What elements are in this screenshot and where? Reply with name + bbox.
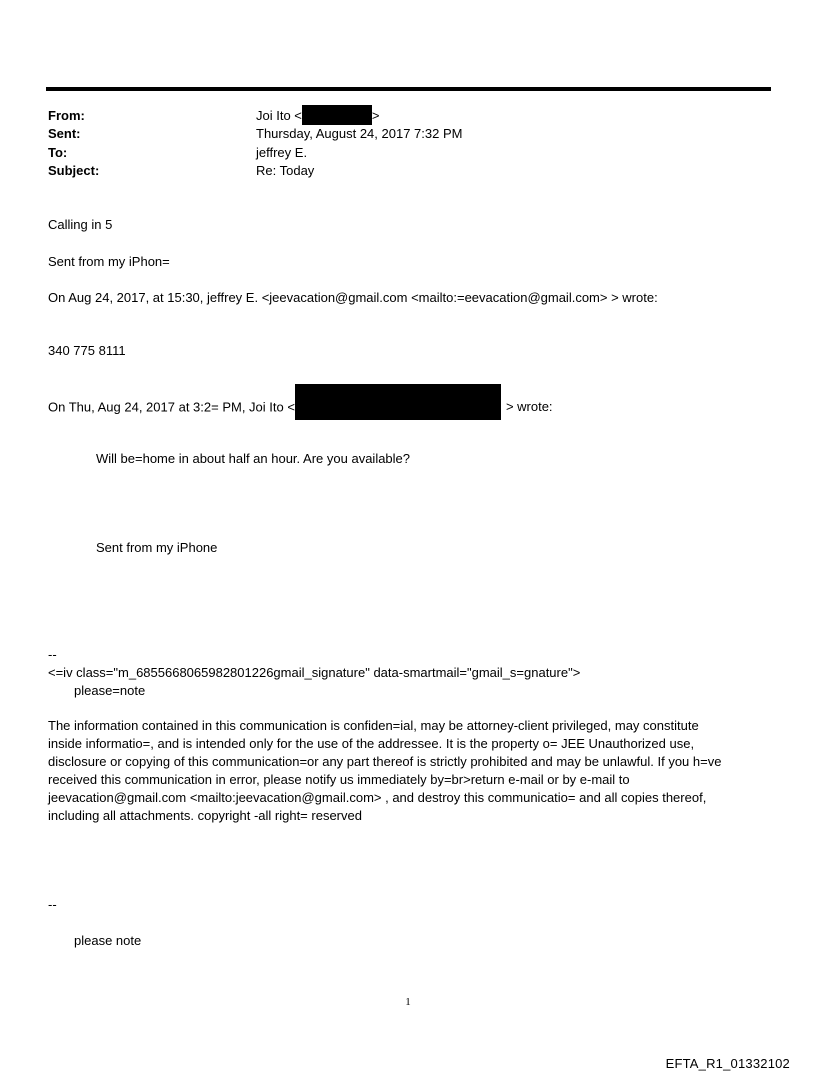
body-dashes-2: -- (48, 897, 57, 912)
body-phone: 340 775 8111 (48, 343, 126, 358)
disclaimer-line: received this communication in error, please notify us immediately by=br>return e-mail or by e-mail to (48, 772, 630, 787)
subject-label: Subject: (48, 163, 100, 178)
body-please-note-2: please note (74, 933, 142, 948)
from-name: Joi Ito < (256, 108, 302, 123)
disclaimer-line: inside informatio=, and is intended only for the use of the addressee. It is the property o= JEE Unauthorized use, (48, 736, 695, 751)
body-div-line: <=iv class="m_6855668065982801226gmail_signature" data-smartmail="gmail_s=gnature"> (48, 665, 581, 680)
subject-value: Re: Today (256, 163, 315, 178)
body-quote-1: On Aug 24, 2017, at 15:30, jeffrey E. <jeevacation@gmail.com <mailto:=eevacation@gmail.com> > wrote: (48, 290, 658, 305)
page-number: 1 (405, 996, 411, 1008)
body-dashes-1: -- (48, 647, 57, 662)
disclaimer-line: disclosure or copying of this communication=or any part thereof is strictly prohibited and may be unlawful. If you h=ve (48, 754, 722, 769)
from-bracket: > (371, 108, 380, 123)
from-value (256, 108, 379, 125)
body-please-note-1: please=note (74, 683, 146, 698)
disclaimer-paragraph (48, 717, 768, 825)
body-calling: Calling in 5 (48, 217, 113, 232)
to-value: jeffrey E. (256, 145, 308, 160)
to-label: To: (48, 145, 68, 160)
header-rule (46, 87, 771, 91)
from-label: From: (48, 108, 85, 123)
quote-2-start: On Thu, Aug 24, 2017 at 3:2= PM, Joi Ito < (48, 399, 295, 415)
body-quote-2 (48, 396, 553, 420)
redaction-box (302, 105, 372, 125)
body-sent-from: Sent from my iPhon= (48, 254, 170, 269)
sent-value: Thursday, August 24, 2017 7:32 PM (256, 126, 463, 141)
quote-2-end: > wrote: (505, 399, 553, 415)
bates-number: EFTA_R1_01332102 (665, 1056, 790, 1071)
body-will-be: Will be=home in about half an hour. Are you available? (96, 451, 411, 466)
redaction-box-2 (295, 384, 501, 420)
disclaimer-line: including all attachments. copyright -all right= reserved (48, 808, 362, 823)
body-sent-from-iphone: Sent from my iPhone (96, 540, 218, 555)
disclaimer-line: The information contained in this communication is confiden=ial, may be attorney-client privileged, may constitute (48, 718, 699, 733)
disclaimer-line: jeevacation@gmail.com <mailto:jeevacation@gmail.com> , and destroy this communicatio= and all copies thereof, (48, 790, 707, 805)
sent-label: Sent: (48, 126, 81, 141)
